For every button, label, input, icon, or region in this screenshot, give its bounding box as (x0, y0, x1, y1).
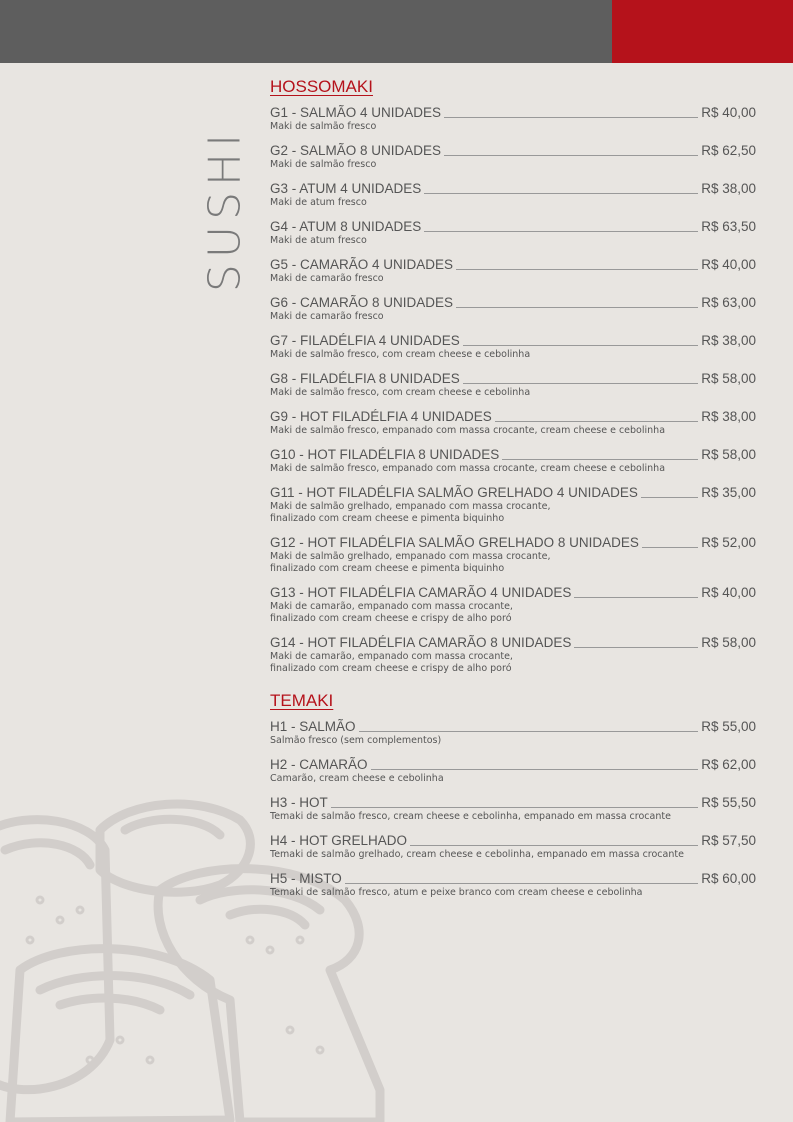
section-hossomaki (270, 77, 756, 675)
menu-item-row (270, 635, 756, 651)
leader-line (410, 845, 698, 846)
menu-list (270, 719, 756, 899)
menu-item-price: R$ 55,50 (701, 795, 756, 810)
leader-line (456, 307, 698, 308)
menu-item-name: G1 - SALMÃO 4 UNIDADES (270, 105, 442, 120)
menu-item-price: R$ 38,00 (701, 181, 756, 196)
menu-item (270, 219, 756, 247)
menu-item (270, 409, 756, 437)
menu-item-price: R$ 62,50 (701, 143, 756, 158)
menu-item-description: Maki de camarão, empanado com massa crocante, finalizado com cream cheese e crispy de alho poró (270, 601, 513, 624)
menu-item-description: Camarão, cream cheese e cebolinha (270, 773, 444, 784)
leader-line (331, 807, 698, 808)
menu-item (270, 295, 756, 323)
side-title-text: SUSHI (199, 127, 251, 293)
menu-item (270, 333, 756, 361)
menu-item-name: G7 - FILADÉLFIA 4 UNIDADES (270, 333, 460, 348)
leader-line (371, 769, 699, 770)
menu-item-description: Maki de salmão fresco (270, 121, 377, 132)
menu-item (270, 447, 756, 475)
leader-line (345, 883, 698, 884)
section-temaki (270, 691, 756, 899)
page-side-title (199, 127, 251, 293)
menu-item-row (270, 143, 756, 159)
leader-line (495, 421, 698, 422)
menu-item-price: R$ 58,00 (701, 635, 756, 650)
leader-line (424, 231, 698, 232)
menu-item-description: Maki de camarão fresco (270, 273, 384, 284)
menu-item-name: H3 - HOT (270, 795, 328, 810)
header-accent-block (612, 0, 793, 63)
menu-item-name: G10 - HOT FILADÉLFIA 8 UNIDADES (270, 447, 500, 462)
menu-item-name: G2 - SALMÃO 8 UNIDADES (270, 143, 442, 158)
menu-item-price: R$ 58,00 (701, 371, 756, 386)
menu-content (270, 77, 756, 909)
menu-item (270, 105, 756, 133)
menu-item-price: R$ 38,00 (701, 409, 756, 424)
header-bar (0, 0, 793, 63)
section-title: HOSSOMAKI (270, 77, 373, 96)
menu-item-row (270, 871, 756, 887)
menu-item-price: R$ 57,50 (701, 833, 756, 848)
menu-item-price: R$ 52,00 (701, 535, 756, 550)
menu-item (270, 257, 756, 285)
leader-line (641, 497, 698, 498)
menu-item-row (270, 757, 756, 773)
menu-item-name: G9 - HOT FILADÉLFIA 4 UNIDADES (270, 409, 492, 424)
menu-item (270, 833, 756, 861)
menu-item-row (270, 333, 756, 349)
menu-item (270, 719, 756, 747)
menu-item-description: Maki de salmão grelhado, empanado com massa crocante, finalizado com cream cheese e pimenta biquinho (270, 501, 551, 524)
menu-item-price: R$ 35,00 (701, 485, 756, 500)
menu-item-price: R$ 58,00 (701, 447, 756, 462)
menu-item-description: Maki de salmão fresco, empanado com massa crocante, cream cheese e cebolinha (270, 463, 666, 474)
menu-item-name: H2 - CAMARÃO (270, 757, 368, 772)
section-title: TEMAKI (270, 691, 334, 710)
menu-item-description: Maki de salmão fresco, empanado com massa crocante, cream cheese e cebolinha (270, 425, 666, 436)
menu-item-row (270, 181, 756, 197)
menu-item (270, 485, 756, 525)
menu-item-name: G3 - ATUM 4 UNIDADES (270, 181, 422, 196)
menu-item-description: Maki de salmão fresco, com cream cheese e cebolinha (270, 387, 531, 398)
menu-item-row (270, 295, 756, 311)
leader-line (463, 383, 698, 384)
menu-item-description: Maki de atum fresco (270, 197, 367, 208)
leader-line (502, 459, 698, 460)
menu-item-description: Maki de salmão fresco (270, 159, 377, 170)
menu-item-description: Maki de camarão, empanado com massa crocante, finalizado com cream cheese e crispy de alho poró (270, 651, 513, 674)
menu-item-price: R$ 40,00 (701, 105, 756, 120)
menu-item-name: H1 - SALMÃO (270, 719, 356, 734)
menu-item-description: Temaki de salmão fresco, atum e peixe branco com cream cheese e cebolinha (270, 887, 643, 898)
menu-item-name: H5 - MISTO (270, 871, 342, 886)
menu-item-name: G4 - ATUM 8 UNIDADES (270, 219, 422, 234)
menu-item-price: R$ 40,00 (701, 585, 756, 600)
menu-item-name: G12 - HOT FILADÉLFIA SALMÃO GRELHADO 8 UNIDADES (270, 535, 639, 550)
menu-item-price: R$ 60,00 (701, 871, 756, 886)
menu-item-name: G11 - HOT FILADÉLFIA SALMÃO GRELHADO 4 UNIDADES (270, 485, 638, 500)
leader-line (642, 547, 698, 548)
menu-item (270, 535, 756, 575)
menu-item-description: Salmão fresco (sem complementos) (270, 735, 442, 746)
menu-item-name: G8 - FILADÉLFIA 8 UNIDADES (270, 371, 460, 386)
menu-item-row (270, 833, 756, 849)
menu-item-price: R$ 38,00 (701, 333, 756, 348)
leader-line (444, 117, 698, 118)
menu-item (270, 871, 756, 899)
menu-item-row (270, 257, 756, 273)
leader-line (463, 345, 698, 346)
menu-item-description: Maki de atum fresco (270, 235, 367, 246)
menu-item-name: G13 - HOT FILADÉLFIA CAMARÃO 4 UNIDADES (270, 585, 572, 600)
menu-item-row (270, 485, 756, 501)
menu-item (270, 795, 756, 823)
menu-item-row (270, 535, 756, 551)
menu-item-price: R$ 63,50 (701, 219, 756, 234)
menu-list (270, 105, 756, 675)
menu-item-price: R$ 62,00 (701, 757, 756, 772)
menu-item (270, 635, 756, 675)
menu-item-name: H4 - HOT GRELHADO (270, 833, 408, 848)
menu-item (270, 757, 756, 785)
menu-item (270, 181, 756, 209)
leader-line (574, 597, 698, 598)
menu-item-description: Temaki de salmão fresco, cream cheese e cebolinha, empanado em massa crocante (270, 811, 671, 822)
menu-item (270, 585, 756, 625)
menu-item-description: Maki de salmão fresco, com cream cheese e cebolinha (270, 349, 531, 360)
menu-item-price: R$ 63,00 (701, 295, 756, 310)
menu-item-row (270, 795, 756, 811)
menu-item-name: G5 - CAMARÃO 4 UNIDADES (270, 257, 454, 272)
menu-item-description: Maki de camarão fresco (270, 311, 384, 322)
menu-item (270, 143, 756, 171)
menu-item (270, 371, 756, 399)
leader-line (424, 193, 698, 194)
menu-item-row (270, 585, 756, 601)
menu-item-row (270, 447, 756, 463)
menu-item-description: Temaki de salmão grelhado, cream cheese e cebolinha, empanado em massa crocante (270, 849, 684, 860)
menu-item-description: Maki de salmão grelhado, empanado com massa crocante, finalizado com cream cheese e pimenta biquinho (270, 551, 551, 574)
menu-item-row (270, 371, 756, 387)
menu-item-row (270, 105, 756, 121)
leader-line (359, 731, 699, 732)
leader-line (456, 269, 698, 270)
menu-item-price: R$ 55,00 (701, 719, 756, 734)
menu-item-name: G14 - HOT FILADÉLFIA CAMARÃO 8 UNIDADES (270, 635, 572, 650)
menu-item-row (270, 219, 756, 235)
leader-line (574, 647, 698, 648)
menu-item-price: R$ 40,00 (701, 257, 756, 272)
menu-item-row (270, 409, 756, 425)
menu-item-name: G6 - CAMARÃO 8 UNIDADES (270, 295, 454, 310)
menu-item-row (270, 719, 756, 735)
leader-line (444, 155, 698, 156)
